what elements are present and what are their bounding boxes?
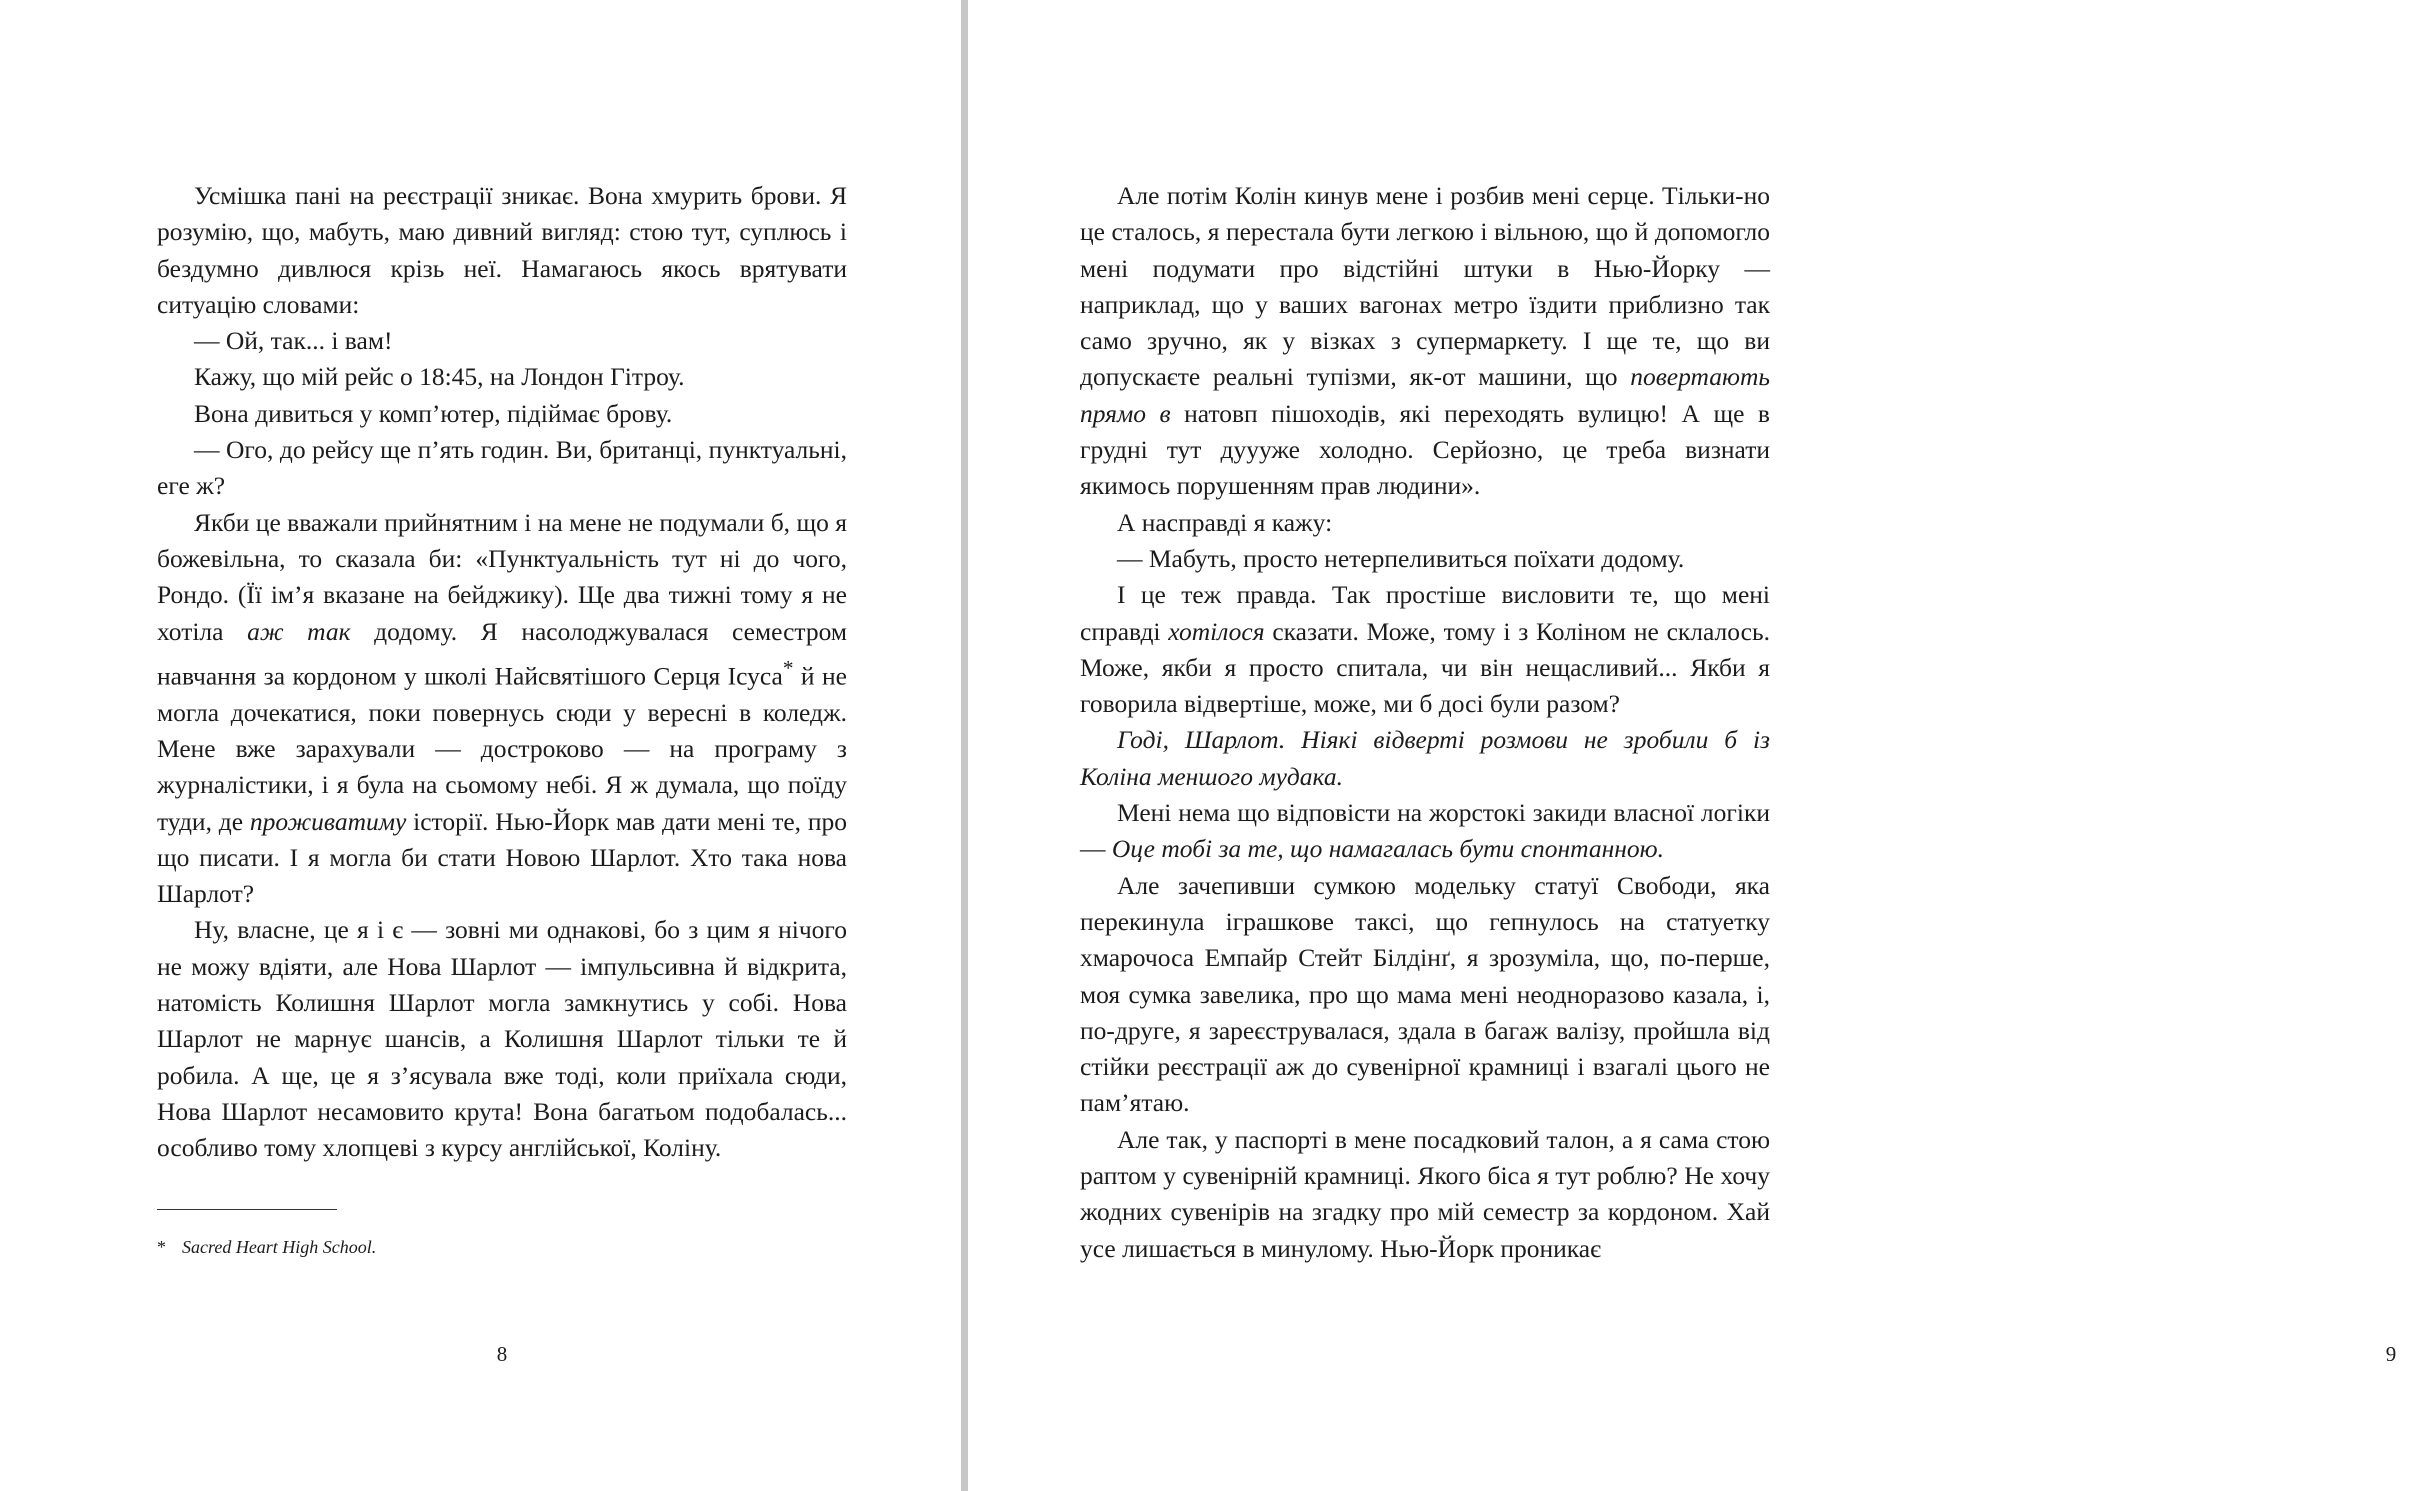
paragraph: [1080, 722, 1770, 795]
paragraph: — Ой, так... і вам!: [194, 326, 393, 356]
emphasis: Годі, Шарлот. Ніякі відверті розмови не зробили б із Коліна меншого мудака.: [1080, 725, 1770, 791]
left-page: [0, 0, 961, 1491]
paragraph: Якби це вважали прийнятним і на мене не подумали б, що я божевільна, то сказала би: «Пунктуальність тут ні до чого, Рондо. (Її ім’я вказане на бейджику). Ще два тижні тому я не хотіла аж так додому. Я насолоджувалася семестром навчання за кордоном у школі Найсвятішого Серця Ісуса* й не могла дочекатися, поки повернусь сюди у вересні в коледж. Мене вже зарахували — достроково — на програму з журналістики, і я була на сьомому небі. Я ж думала, що поїду туди, де проживатиму історії. Нью-Йорк мав дати мені те, про що писати. І я могла би стати Новою Шарлот. Хто така нова Шарлот?: [157, 507, 848, 909]
footnote-text: Sacred Heart High School.: [182, 1237, 377, 1257]
emphasis: аж так: [247, 616, 351, 646]
page-number: 9: [2385, 1342, 2397, 1366]
emphasis: Оце тобі за те, що намагалась бути спонтанною.: [1111, 834, 1665, 864]
footnote-divider: [157, 1209, 337, 1210]
paragraph: Але зачепивши сумкою модельку статуї Свободи, яка перекинула іграшкове таксі, що гепнулось на статуетку хмарочоса Емпайр Стейт Білдінґ, я зрозуміла, що, по-перше, моя сумка завелика, про що мама мені неодноразово казала, і, по-друге, я зареєструвалася, здала в багаж валізу, пройшла від стійки реєстрації аж до сувенірної крамниці і взагалі цього не пам’ятаю.: [1080, 870, 1770, 1118]
paragraph: Ну, власне, це я і є — зовні ми однакові, бо з цим я нічого не можу вдіяти, але Нова Шарлот — імпульсивна й відкрита, натомість Колишня Шарлот могла замкнутись у собі. Нова Шарлот не марнує шансів, а Колишня Шарлот тільки те й робила. А ще, це я з’ясувала вже тоді, коли приїхала сюди, Нова Шарлот несамовито крута! Вона багатьом подобалась... особливо тому хлопцеві з курсу англійської, Коліну.: [157, 915, 847, 1163]
paragraph: І це теж правда. Так простіше висловити те, що мені справді хотілося сказати. Може, тому і з Коліном не склалось. Може, якби я просто спитала, чи він нещасливий... Якби я говорила відвертіше, може, ми б досі були разом?: [1080, 580, 1770, 719]
paragraph: Але так, у паспорті в мене посадковий талон, а я сама стою раптом у сувенірній крамниці. Якого біса я тут роблю? Не хочу жодних сувенірів на згадку про мій семестр за кордоном. Хай усе лишається в минулому. Нью-Йорк проникає: [1080, 1124, 1770, 1263]
footnote-marker: *: [157, 1237, 166, 1257]
paragraph: Вона дивиться у комп’ютер, підіймає брову.: [194, 398, 673, 428]
footnote-reference: *: [782, 655, 794, 680]
book-gutter: [961, 0, 968, 1491]
paragraph: — Мабуть, просто нетерпеливиться поїхати додому.: [1117, 543, 1685, 573]
paragraph: — Ого, до рейсу ще п’ять годин. Ви, британці, пунктуальні, еге ж?: [157, 435, 847, 501]
page-number: 8: [496, 1342, 508, 1366]
paragraph: Кажу, що мій рейс о 18:45, на Лондон Гітроу.: [194, 362, 685, 392]
right-page-body: [1080, 178, 1770, 1267]
paragraph: А насправді я кажу:: [1117, 507, 1333, 537]
emphasis: проживатиму: [249, 806, 407, 836]
left-page-body: [157, 178, 847, 1167]
emphasis: повертають прямо в: [1080, 362, 1770, 428]
paragraph: Але потім Колін кинув мене і розбив мені серце. Тільки-но це сталось, я перестала бути легкою і вільною, що й допомогло мені подумати про відстійні штуки в Нью-Йорку — наприклад, що у ваших вагонах метро їздити приблизно так само зручно, як у візках з супермаркету. І ще те, що ви допускаєте реальні тупізми, як-от машини, що повертають прямо в натовп пішоходів, які переходять вулицю! А ще в грудні тут дуууже холодно. Серйозно, це треба визнати якимось порушенням прав людини».: [1080, 181, 1770, 501]
emphasis: хотілося: [1168, 616, 1265, 646]
footnote: [157, 1235, 376, 1259]
paragraph: Мені нема що відповісти на жорстокі закиди власної логіки — Оце тобі за те, що намагалась бути спонтанною.: [1080, 798, 1770, 864]
paragraph: Усмішка пані на реєстрації зникає. Вона хмурить брови. Я розумію, що, мабуть, маю дивний вигляд: стою тут, суплюсь і бездумно дивлюся крізь неї. Намагаюсь якось врятувати ситуацію словами:: [157, 181, 847, 319]
